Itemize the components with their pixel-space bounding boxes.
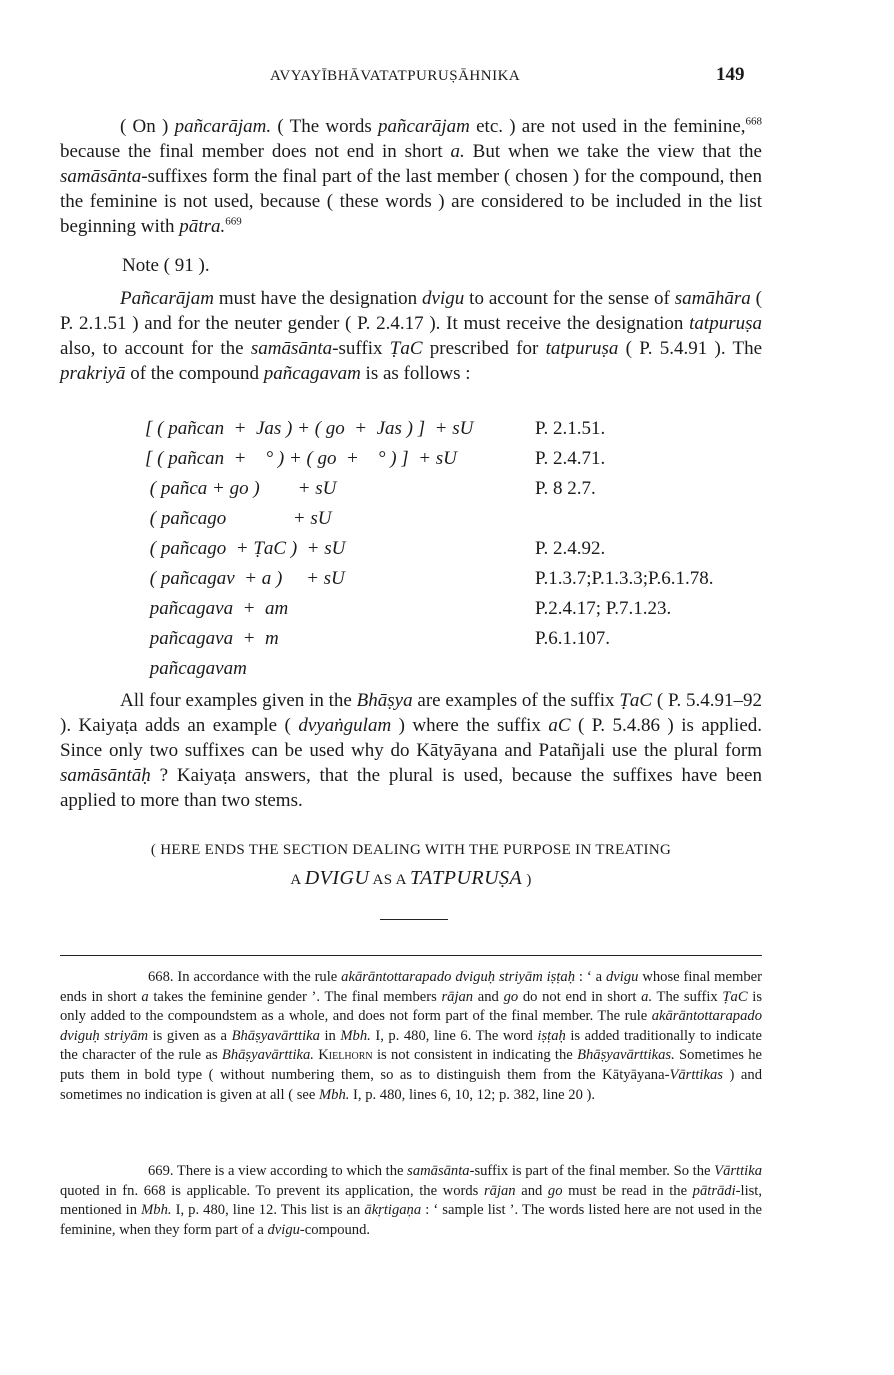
derivation-row	[145, 478, 785, 508]
derivation-row	[145, 658, 785, 688]
sutra-reference: P. 8 2.7.	[535, 478, 596, 499]
paragraph-3: All four examples given in the Bhāṣya are examples of the suffix ṬaC ( P. 5.4.91–92 ). Kaiyaṭa adds an example ( dvyaṅgulam ) where the suffix aC ( P. 5.4.86 ) is applied. Since only two suffixes can be used why do Kātyāyana and Patañjali use the plural form samāsāntāḥ ? Kaiyaṭa answers, that the plural is used, because the suffixes have been applied to more than two stems.	[60, 690, 762, 811]
derivation-row	[145, 448, 785, 478]
derivation-form: ( pañca + go ) + sU	[145, 478, 337, 499]
page-number: 149	[716, 64, 745, 85]
prakriya-derivation	[145, 418, 785, 688]
sutra-reference: P. 2.1.51.	[535, 418, 606, 439]
derivation-form: [ ( pañcan + Jas ) + ( go + Jas ) ] + sU	[145, 418, 474, 439]
sutra-reference: P.1.3.7;P.1.3.3;P.6.1.78.	[535, 568, 714, 589]
section-divider	[380, 919, 448, 920]
derivation-form: ( pañcago + sU	[145, 508, 332, 529]
footnote-divider	[60, 955, 762, 956]
derivation-row	[145, 508, 785, 538]
paragraph-2: Pañcarājam must have the designation dvigu to account for the sense of samāhāra ( P. 2.1.51 ) and for the neuter gender ( P. 2.4.17 ). It must receive the designation tatpuruṣa also, to account for the samāsānta-suffix ṬaC prescribed for tatpuruṣa ( P. 5.4.91 ). The prakriyā of the compound pañcagavam is as follows :	[60, 288, 763, 384]
sutra-reference: P.6.1.107.	[535, 628, 610, 649]
derivation-row	[145, 598, 785, 628]
sutra-reference: P.2.4.17; P.7.1.23.	[535, 598, 672, 619]
derivation-form: pañcagava + am	[145, 598, 289, 619]
derivation-form: pañcagavam	[145, 658, 247, 679]
derivation-row	[145, 538, 785, 568]
section-end-line-2: A DVIGU AS A TATPURUṢA )	[290, 867, 532, 889]
footnote-ref-668[interactable]: 668	[745, 115, 763, 128]
note-heading: Note ( 91 ).	[122, 255, 210, 276]
section-end-heading	[60, 836, 762, 894]
derivation-form: pañcagava + m	[145, 628, 279, 649]
derivation-form: ( pañcago + ṬaC ) + sU	[145, 538, 346, 559]
footnote-ref-669[interactable]: 669	[225, 215, 242, 228]
section-end-line-1: ( HERE ENDS THE SECTION DEALING WITH THE PURPOSE IN TREATING	[150, 842, 672, 858]
derivation-row	[145, 628, 785, 658]
derivation-form: [ ( pañcan + ° ) + ( go + ° ) ] + sU	[145, 448, 457, 469]
running-head: AVYAYĪBHĀVATATPURUṢĀHNIKA	[270, 68, 521, 84]
sutra-reference: P. 2.4.92.	[535, 538, 606, 559]
derivation-row	[145, 568, 785, 598]
footnote-668: 668. In accordance with the rule akārāntottarapado dviguḥ striyām iṣṭaḥ : ‘ a dvigu whose final member ends in short a takes the feminine gender ’. The final members rājan and go do not end in short a. The suffix ṬaC is only added to the compoundstem as a whole, and does not form part of the final member. The rule akārāntottarapado dviguḥ striyām is given as a Bhāṣyavārttika in Mbh. I, p. 480, line 6. The word iṣṭaḥ is added traditionally to indicate the character of the rule as Bhāṣyavārttika. Kielhorn is not consistent in indicating the Bhāṣyavārttikas. Sometimes he puts them in bold type ( without numbering them, so as to distinguish them from the Kātyāyana-Vārttikas ) and sometimes no indication is given at all ( see Mbh. I, p. 480, lines 6, 10, 12; p. 382, line 20 ).	[60, 969, 763, 1103]
derivation-form: ( pañcagav + a ) + sU	[145, 568, 345, 589]
footnote-669: 669. There is a view according to which the samāsānta-suffix is part of the final member. So the Vārttika quoted in fn. 668 is applicable. To prevent its application, the words rājan and go must be read in the pātrādi-list, mentioned in Mbh. I, p. 480, line 12. This list is an ākṛtigaṇa : ‘ sample list ’. The words listed here are not used in the feminine, when they form part of a dvigu-compound.	[60, 1163, 763, 1238]
paragraph-1: ( On ) pañcarājam. ( The words pañcarājam etc. ) are not used in the feminine,$^{668}$ because the final member does not end in short a. But when we take the view that the samāsānta-suffixes form the final part of the last member ( chosen ) for the compound, then the feminine is not used, because ( these words ) are considered to be included in the list beginning with pātra.$^{669}$	[60, 115, 763, 237]
sutra-reference: P. 2.4.71.	[535, 448, 606, 469]
derivation-row	[145, 418, 785, 448]
